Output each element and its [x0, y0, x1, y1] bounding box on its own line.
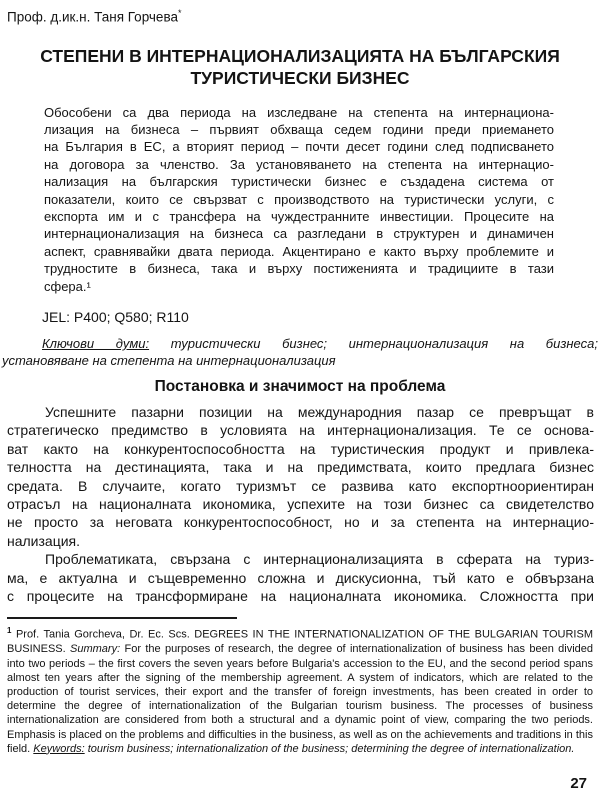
author-name: Проф. д.ик.н. Таня Горчева — [7, 9, 178, 25]
page-number: 27 — [570, 775, 587, 792]
footnote-keywords-text: tourism business; internationalization of the business; determining the degree of internationalization. — [84, 742, 575, 755]
text-line: нализация. — [7, 532, 81, 549]
footnote-marker: 1 — [7, 626, 12, 636]
paper-title — [0, 45, 600, 89]
text-line: ТУРИСТИЧЕСКИ БИЗНЕС — [190, 67, 410, 88]
author-line — [7, 5, 600, 26]
text-line: с процесите на трансформиране на националната икономика. Сложността при — [7, 588, 594, 605]
body-paragraph-2 — [7, 550, 594, 605]
section-heading: Постановка и значимост на проблема — [154, 377, 446, 395]
body-paragraph-1 — [7, 403, 594, 550]
footnote-keywords-label: Keywords: — [33, 742, 85, 755]
text-line: сфера.¹ — [44, 278, 91, 294]
text-line: ма, е актуална и същевременно сложна и дискусионна, тъй като е обвързана — [7, 569, 594, 586]
text-line: Успешните пазарни позиции на международния пазар се превръщат в — [45, 403, 594, 420]
keywords-line-1 — [2, 335, 598, 352]
body-text — [7, 403, 594, 605]
author-note-marker: * — [177, 8, 182, 18]
text-line: средата. В случаите, когато туризмът се развива като експортноориентиран — [7, 477, 594, 494]
footnote-separator — [7, 617, 237, 619]
text-line: нализация на българския туристически бизнес е създадена система от — [44, 174, 554, 190]
text-line: показатели, които се свързват с производството на туристически услуги, с — [44, 191, 554, 207]
text-line: лизация на бизнеса – първият обхваща седем години преди приемането — [44, 121, 554, 137]
text-line: експорта им и с трансфера на чуждестранните инвестиции. Процесите на — [44, 208, 554, 224]
keywords-label: Ключови думи: — [42, 335, 150, 351]
keywords-rest: туристически бизнес; интернационализация на бизнеса; — [170, 335, 598, 351]
text-line: ват както на конкурентоспособността на туристическия продукт и привлека- — [7, 440, 594, 457]
footnote-intro: Prof. Tania Gorcheva, Dr. Ec. Scs. DEGREES IN THE INTERNATIONALIZATION OF THE BULGARIAN TOURISM BUSINESS. — [7, 629, 593, 656]
text-line: аспект, сравнявайки двата периода. Акцентирано е както върху проблемите и — [44, 243, 554, 259]
keywords-line-2: установяване на степента на интернационализация — [2, 352, 336, 368]
text-line: СТЕПЕНИ В ИНТЕРНАЦИОНАЛИЗАЦИЯТА НА БЪЛГАРСКИЯ — [40, 45, 560, 66]
keywords-bulgarian — [2, 335, 598, 369]
text-line: отрасъл на националната икономика, успехите на този бизнес са свидетелство — [7, 496, 594, 512]
text-line: на договора за членство. За установяването на степента на интернацио- — [44, 156, 554, 172]
text-line: Обособени са два периода на изследване на степента на интернациона- — [44, 104, 554, 120]
footnote-summary-text: For the purposes of research, the degree of internationalization of business has been divided into two periods – the first covers the seven years before Bulgaria's accession to the EU, and the second period spans almost ten years after the signing of the membership agreement. A system of indicators, which are related to the production of tourist services, their export and the transfer of foreign investments, has been created in order to determine the degree of internationalization of the Bulgarian tourism business. The processes of business internationalization are considered from both a structural and a dynamic point of view, comparing the two periods. Emphasis is placed on the problems and difficulties in the business, as well as on the achievements and traditions in this field. — [7, 643, 594, 755]
footnote-summary-label: Summary: — [70, 643, 121, 656]
jel-codes: JEL: P400; Q580; R110 — [42, 308, 189, 325]
text-line: стратегическо предимство в условията на интернационализация. Те се основа- — [7, 422, 594, 439]
text-line: трудностите в бизнеса, така и върху постиженията и традициите в тази — [44, 261, 554, 277]
text-line: Проблематиката, свързана с интернационализацията в сферата на туриз- — [45, 551, 594, 568]
text-line: интернационализация на бизнеса са разгледани в структурен и динамичен — [44, 226, 554, 242]
text-line: на България в ЕС, а вторият период – почти десет години след подписването — [44, 139, 554, 155]
footnote — [7, 624, 593, 755]
abstract-text — [44, 104, 554, 295]
text-line: не просто за неговата конкурентоспособност, но и за степента на интернацио- — [7, 514, 594, 531]
text-line: телността на дестинацията, така и на предимствата, които предлага бизнес — [7, 459, 594, 476]
